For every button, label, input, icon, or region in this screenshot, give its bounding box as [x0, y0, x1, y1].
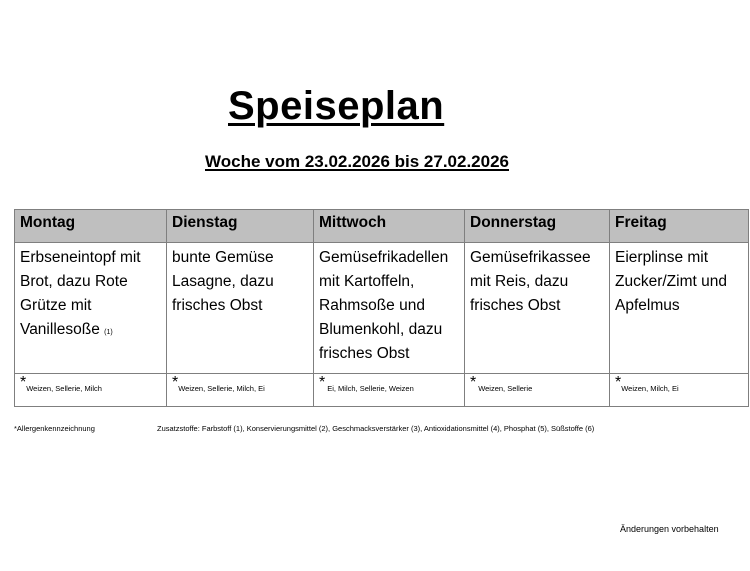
allergen-text: Weizen, Sellerie, Milch, Ei [178, 384, 265, 393]
allergen-row [15, 374, 749, 407]
dish-text: Erbseneintopf mit Brot, dazu Rote Grütze mit Vanillesoße [20, 249, 141, 338]
allergen-text: Weizen, Sellerie, Milch [26, 384, 102, 393]
asterisk-icon: * [470, 374, 477, 391]
allergen-text: Weizen, Milch, Ei [621, 384, 679, 393]
asterisk-icon: * [319, 374, 326, 391]
menu-table [14, 209, 749, 407]
dish-friday [610, 243, 749, 374]
header-monday: Montag [15, 210, 167, 243]
asterisk-icon: * [172, 374, 179, 391]
dish-thursday [465, 243, 610, 374]
header-friday: Freitag [610, 210, 749, 243]
additive-note: (1) [104, 329, 113, 336]
header-thursday: Donnerstag [465, 210, 610, 243]
allergens-thursday [465, 374, 610, 407]
allergens-wednesday [314, 374, 465, 407]
asterisk-icon: * [20, 374, 27, 391]
dish-text: Eierplinse mit Zucker/Zimt und Apfelmus [615, 249, 727, 314]
dish-tuesday [167, 243, 314, 374]
dish-row [15, 243, 749, 374]
allergen-text: Ei, Milch, Sellerie, Weizen [327, 384, 414, 393]
dish-text: bunte Gemüse Lasagne, dazu frisches Obst [172, 249, 274, 314]
allergens-friday [610, 374, 749, 407]
header-row [15, 210, 749, 243]
allergens-tuesday [167, 374, 314, 407]
allergens-monday [15, 374, 167, 407]
dish-text: Gemüsefrikadellen mit Kartoffeln, Rahmsoße und Blumenkohl, dazu frisches Obst [319, 249, 449, 362]
dish-wednesday [314, 243, 465, 374]
disclaimer: Änderungen vorbehalten [620, 524, 719, 534]
allergen-legend: *Allergenkennzeichnung [14, 424, 95, 433]
dish-monday [15, 243, 167, 374]
header-wednesday: Mittwoch [314, 210, 465, 243]
additives-legend: Zusatzstoffe: Farbstoff (1), Konservierungsmittel (2), Geschmacksverstärker (3), Antioxidationsmittel (4), Phosphat (5), Süßstoffe (6) [157, 424, 595, 433]
asterisk-icon: * [615, 374, 622, 391]
header-tuesday: Dienstag [167, 210, 314, 243]
dish-text: Gemüsefrikassee mit Reis, dazu frisches Obst [470, 249, 591, 314]
page-title: Speiseplan [228, 84, 445, 128]
week-range: Woche vom 23.02.2026 bis 27.02.2026 [205, 152, 509, 171]
allergen-text: Weizen, Sellerie [478, 384, 533, 393]
